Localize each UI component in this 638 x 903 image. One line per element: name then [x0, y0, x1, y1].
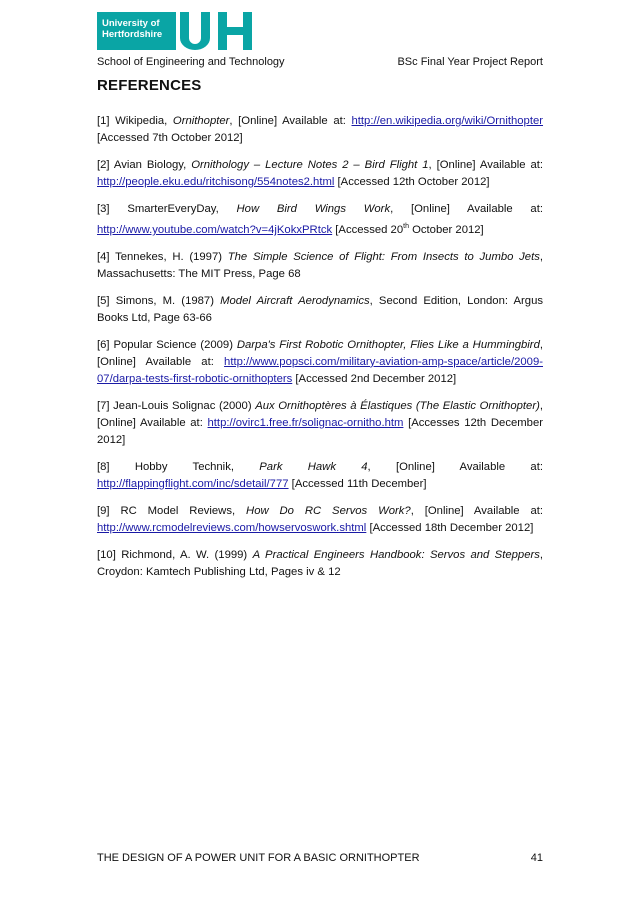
reference-item — [97, 249, 543, 283]
ref-author: Avian Biology, — [113, 159, 187, 171]
ref-title: Ornithopter — [172, 115, 230, 127]
ref-number: [1] — [97, 115, 110, 127]
ref-number: [9] — [97, 504, 110, 517]
ref-accessed: [Accessed 20 — [332, 223, 404, 236]
ref-accessed: [Accessed 2nd December 2012] — [292, 372, 457, 385]
ref-online: , [Online] Available at: — [97, 399, 543, 429]
ref-number: [4] — [97, 250, 110, 263]
page-header — [97, 56, 543, 70]
ref-title: Aux Ornithoptères à Élastiques (The Elastic Ornithopter) — [255, 399, 540, 412]
ref-title: Darpa's First Robotic Ornithopter, Flies Like a Hummingbird — [236, 338, 540, 351]
ref-accessed: [Accessed 11th December] — [288, 477, 427, 490]
ref-number: [7] — [97, 399, 110, 412]
ref-link[interactable]: http://ovirc1.free.fr/solignac-ornitho.htm — [207, 416, 404, 429]
logo-line-1: University of — [102, 18, 160, 29]
logo-wordmark — [102, 18, 162, 40]
ref-online: , [Online] Available at: — [410, 504, 544, 517]
ref-online: , [Online] Available at: — [428, 159, 544, 171]
ref-link[interactable]: http://www.youtube.com/watch?v=4jKokxPRtck — [97, 223, 333, 236]
page-number: 41 — [530, 852, 543, 864]
ref-number: [2] — [97, 159, 110, 171]
ref-title: Model Aircraft Aerodynamics — [220, 294, 370, 307]
ref-accessed: [Accesses 12th December 2012] — [97, 416, 543, 446]
reference-item — [97, 398, 543, 449]
ref-link[interactable]: http://flappingflight.com/inc/sdetail/777 — [97, 477, 289, 490]
logo-letter-h-icon — [218, 12, 252, 50]
ref-author: Richmond, A. W. (1999) — [121, 548, 248, 561]
ref-accessed: [Accessed 7th October 2012] — [97, 132, 243, 144]
reference-item — [97, 459, 543, 493]
ref-online: , [Online] Available at: — [229, 115, 346, 127]
ref-online: , [Online] Available at: — [390, 203, 543, 215]
references-list — [97, 113, 543, 591]
header-school: School of Engineering and Technology — [97, 56, 285, 68]
ref-online: , [Online] Available at: — [97, 338, 543, 368]
ref-number: [10] — [97, 548, 116, 561]
ref-title: A Practical Engineers Handbook: Servos and Steppers — [252, 548, 540, 561]
ref-accessed: [Accessed 18th December 2012] — [366, 521, 534, 534]
ref-author: Tennekes, H. (1997) — [115, 250, 223, 263]
ref-accessed-sup: th — [403, 223, 409, 230]
reference-item — [97, 337, 543, 388]
ref-title: Ornithology – Lecture Notes 2 – Bird Flight 1 — [191, 159, 429, 171]
ref-author: Simons, M. (1987) — [115, 294, 214, 307]
header-report: BSc Final Year Project Report — [397, 56, 543, 68]
ref-link[interactable]: http://people.eku.edu/ritchisong/554notes2.html — [97, 176, 335, 188]
ref-number: [3] — [97, 203, 110, 215]
ref-link[interactable]: http://www.popsci.com/military-aviation-amp-space/article/2009-07/darpa-tests-first-robotic-ornithopters — [97, 355, 543, 385]
logo-letter-u-icon — [180, 12, 210, 50]
ref-author: RC Model Reviews, — [120, 504, 236, 517]
ref-accessed-end: October 2012] — [408, 223, 484, 236]
reference-item — [97, 503, 543, 537]
university-logo — [97, 12, 257, 50]
ref-title: How Bird Wings Work — [236, 203, 391, 215]
ref-title: The Simple Science of Flight: From Insects to Jumbo Jets — [227, 250, 540, 263]
ref-number: [6] — [97, 338, 110, 351]
reference-item — [97, 201, 543, 239]
ref-accessed: [Accessed 12th October 2012] — [334, 176, 490, 188]
ref-title: Park Hawk 4 — [259, 460, 368, 473]
ref-link[interactable]: http://en.wikipedia.org/wiki/Ornithopter — [351, 115, 544, 127]
ref-number: [8] — [97, 460, 110, 473]
ref-title: How Do RC Servos Work? — [246, 504, 411, 517]
ref-publisher: , Second Edition, London: Argus Books Ltd, Page 63-66 — [97, 294, 544, 324]
ref-author: SmarterEveryDay, — [127, 203, 219, 215]
logo-box — [97, 12, 176, 50]
ref-author: Popular Science (2009) — [113, 338, 233, 351]
ref-author: Hobby Technik, — [134, 460, 234, 473]
logo-line-2: Hertfordshire — [102, 29, 163, 40]
ref-author: Jean-Louis Solignac (2000) — [113, 399, 252, 412]
page-footer — [97, 852, 543, 864]
ref-online: , [Online] Available at: — [367, 460, 543, 473]
ref-publisher: , Croydon: Kamtech Publishing Ltd, Pages iv & 12 — [97, 548, 544, 578]
reference-item — [97, 293, 543, 327]
reference-item — [97, 157, 543, 191]
reference-item — [97, 547, 543, 581]
ref-publisher: , Massachusetts: The MIT Press, Page 68 — [97, 250, 544, 280]
reference-item — [97, 113, 543, 147]
ref-number: [5] — [97, 294, 110, 307]
footer-title: THE DESIGN OF A POWER UNIT FOR A BASIC ORNITHOPTER — [97, 852, 420, 864]
ref-author: Wikipedia, — [115, 115, 168, 127]
ref-link[interactable]: http://www.rcmodelreviews.com/howservoswork.shtml — [97, 521, 367, 534]
references-heading: REFERENCES — [97, 77, 202, 94]
